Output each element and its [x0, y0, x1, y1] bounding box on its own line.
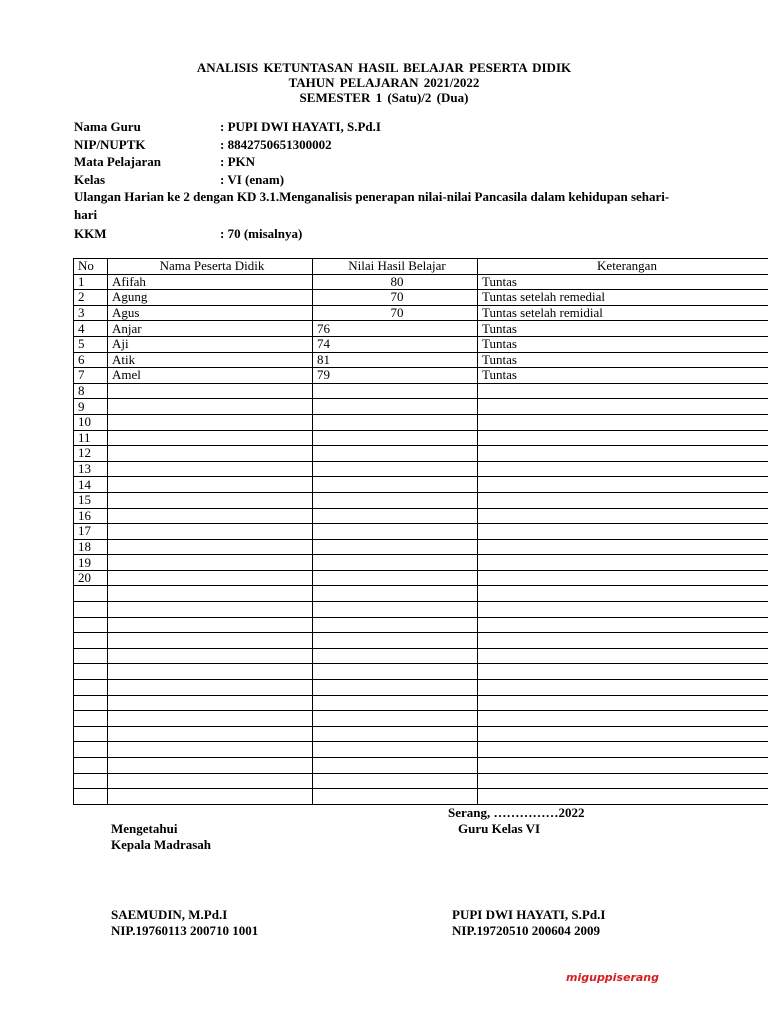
watermark: miguppiserang	[566, 971, 660, 984]
cell-nama	[108, 726, 313, 742]
cell-nama	[108, 633, 313, 649]
nip-row	[74, 136, 674, 154]
cell-nilai	[313, 602, 478, 618]
cell-nilai	[313, 446, 478, 462]
cell-nama: Amel	[108, 368, 313, 384]
cell-keterangan	[478, 664, 768, 680]
cell-nilai	[313, 633, 478, 649]
cell-nilai: 79	[313, 368, 478, 384]
cell-no	[74, 664, 108, 680]
table-row	[74, 305, 768, 321]
table-row	[74, 586, 768, 602]
cell-nama: Agung	[108, 290, 313, 306]
cell-nama	[108, 414, 313, 430]
cell-keterangan	[478, 492, 768, 508]
title-line-2: TAHUN PELAJARAN 2021/2022	[288, 75, 480, 90]
cell-no: 10	[74, 414, 108, 430]
guru-label: Nama Guru	[74, 119, 141, 134]
mapel-row	[74, 153, 674, 171]
table-row	[74, 383, 768, 399]
left-signer-name: SAEMUDIN, M.Pd.I	[111, 907, 228, 922]
cell-keterangan: Tuntas	[478, 321, 768, 337]
table-row	[74, 648, 768, 664]
cell-no: 9	[74, 399, 108, 415]
left-signer-nip: NIP.19760113 200710 1001	[111, 923, 259, 938]
cell-nama	[108, 773, 313, 789]
cell-keterangan	[478, 586, 768, 602]
cell-keterangan	[478, 508, 768, 524]
cell-nilai	[313, 461, 478, 477]
guru-row	[74, 118, 674, 136]
right-signer-nip: NIP.19720510 200604 2009	[452, 923, 600, 938]
table-row	[74, 336, 768, 352]
cell-no: 18	[74, 539, 108, 555]
cell-nama	[108, 789, 313, 805]
table-row	[74, 617, 768, 633]
cell-nilai	[313, 586, 478, 602]
cell-no	[74, 648, 108, 664]
title-line-3: SEMESTER 1 (Satu)/2 (Dua)	[299, 90, 469, 105]
cell-nama	[108, 711, 313, 727]
cell-nilai	[313, 508, 478, 524]
cell-no: 14	[74, 477, 108, 493]
cell-nama	[108, 648, 313, 664]
cell-no: 4	[74, 321, 108, 337]
cell-nilai	[313, 555, 478, 571]
cell-nama	[108, 570, 313, 586]
table-row	[74, 290, 768, 306]
cell-nilai	[313, 430, 478, 446]
cell-no	[74, 695, 108, 711]
cell-nilai	[313, 742, 478, 758]
table-row	[74, 508, 768, 524]
cell-nama	[108, 695, 313, 711]
cell-nilai	[313, 726, 478, 742]
cell-nilai	[313, 383, 478, 399]
table-row	[74, 789, 768, 805]
cell-nama	[108, 461, 313, 477]
cell-keterangan	[478, 430, 768, 446]
table-row	[74, 274, 768, 290]
table-row	[74, 555, 768, 571]
mapel-value: : PKN	[220, 154, 256, 169]
cell-no: 5	[74, 336, 108, 352]
table-row	[74, 477, 768, 493]
cell-no: 16	[74, 508, 108, 524]
table-row	[74, 711, 768, 727]
table-row	[74, 633, 768, 649]
cell-keterangan: Tuntas setelah remedial	[478, 290, 768, 306]
cell-nilai: 80	[313, 274, 478, 290]
cell-no: 20	[74, 570, 108, 586]
cell-nilai	[313, 492, 478, 508]
cell-nilai	[313, 524, 478, 540]
table-row	[74, 492, 768, 508]
guru-value: : PUPI DWI HAYATI, S.Pd.I	[220, 119, 381, 134]
cell-nama: Afifah	[108, 274, 313, 290]
cell-keterangan	[478, 789, 768, 805]
mengetahui-label: Mengetahui	[111, 821, 178, 836]
cell-keterangan	[478, 711, 768, 727]
cell-no	[74, 726, 108, 742]
cell-nama	[108, 617, 313, 633]
table-header-row	[74, 259, 768, 275]
cell-nama	[108, 446, 313, 462]
cell-nilai: 70	[313, 305, 478, 321]
cell-no: 8	[74, 383, 108, 399]
cell-keterangan	[478, 758, 768, 774]
cell-no	[74, 602, 108, 618]
cell-nilai	[313, 399, 478, 415]
cell-nama	[108, 586, 313, 602]
cell-keterangan	[478, 477, 768, 493]
table-row	[74, 773, 768, 789]
cell-no	[74, 789, 108, 805]
cell-no: 3	[74, 305, 108, 321]
table-body	[74, 274, 768, 804]
cell-nilai	[313, 680, 478, 696]
cell-no: 17	[74, 524, 108, 540]
table-row	[74, 664, 768, 680]
right-signer-name: PUPI DWI HAYATI, S.Pd.I	[452, 907, 606, 922]
cell-nama	[108, 664, 313, 680]
cell-keterangan	[478, 648, 768, 664]
cell-nilai	[313, 711, 478, 727]
cell-no	[74, 773, 108, 789]
table-row	[74, 695, 768, 711]
table-row	[74, 430, 768, 446]
cell-keterangan	[478, 461, 768, 477]
cell-nilai: 70	[313, 290, 478, 306]
header-nilai: Nilai Hasil Belajar	[313, 259, 478, 275]
cell-nama	[108, 399, 313, 415]
cell-keterangan	[478, 602, 768, 618]
cell-keterangan: Tuntas	[478, 368, 768, 384]
cell-no	[74, 742, 108, 758]
cell-no: 6	[74, 352, 108, 368]
table-row	[74, 321, 768, 337]
table-row	[74, 352, 768, 368]
table-row	[74, 602, 768, 618]
cell-nilai: 81	[313, 352, 478, 368]
cell-no: 12	[74, 446, 108, 462]
cell-nilai	[313, 758, 478, 774]
cell-nama	[108, 524, 313, 540]
kkm-label: KKM	[74, 226, 107, 241]
nip-value: : 8842750651300002	[220, 136, 332, 152]
table-row	[74, 570, 768, 586]
nip-label: NIP/NUPTK	[74, 136, 146, 152]
cell-keterangan: Tuntas setelah remidial	[478, 305, 768, 321]
table-row	[74, 524, 768, 540]
cell-keterangan	[478, 773, 768, 789]
guru-kelas-label: Guru Kelas VI	[458, 821, 541, 836]
cell-no	[74, 758, 108, 774]
cell-keterangan	[478, 617, 768, 633]
table-row	[74, 726, 768, 742]
cell-keterangan	[478, 726, 768, 742]
cell-nama	[108, 492, 313, 508]
cell-nilai	[313, 539, 478, 555]
cell-no	[74, 617, 108, 633]
cell-nama	[108, 555, 313, 571]
cell-keterangan	[478, 680, 768, 696]
cell-nama	[108, 758, 313, 774]
cell-nilai	[313, 477, 478, 493]
cell-nilai	[313, 617, 478, 633]
cell-no: 11	[74, 430, 108, 446]
cell-no: 2	[74, 290, 108, 306]
cell-keterangan	[478, 570, 768, 586]
kelas-label: Kelas	[74, 171, 106, 187]
cell-keterangan	[478, 633, 768, 649]
header-no: No	[74, 259, 108, 275]
kepala-label: Kepala Madrasah	[111, 837, 212, 852]
cell-nama: Agus	[108, 305, 313, 321]
cell-nama	[108, 430, 313, 446]
cell-nilai: 74	[313, 336, 478, 352]
table-row	[74, 414, 768, 430]
cell-nilai	[313, 789, 478, 805]
cell-keterangan	[478, 695, 768, 711]
cell-no	[74, 680, 108, 696]
cell-nama	[108, 383, 313, 399]
nilai-table	[73, 258, 768, 805]
cell-nama	[108, 539, 313, 555]
table-row	[74, 742, 768, 758]
kkm-value: : 70 (misalnya)	[220, 226, 303, 241]
kkm-row	[74, 225, 674, 243]
document-title	[0, 60, 768, 105]
cell-nama	[108, 742, 313, 758]
ulangan-text: Ulangan Harian ke 2 dengan KD 3.1.Menganalisis penerapan nilai-nilai Pancasila dalam kehidupan sehari-hari	[74, 189, 670, 222]
cell-nama: Aji	[108, 336, 313, 352]
cell-nama	[108, 602, 313, 618]
cell-no: 13	[74, 461, 108, 477]
cell-nilai	[313, 570, 478, 586]
cell-nama	[108, 680, 313, 696]
kelas-row	[74, 171, 674, 189]
cell-keterangan	[478, 742, 768, 758]
title-line-1: ANALISIS KETUNTASAN HASIL BELAJAR PESERTA DIDIK	[196, 60, 572, 75]
header-nama: Nama Peserta Didik	[108, 259, 313, 275]
cell-nama	[108, 508, 313, 524]
table-row	[74, 461, 768, 477]
cell-nama: Atik	[108, 352, 313, 368]
cell-keterangan	[478, 539, 768, 555]
cell-nilai	[313, 414, 478, 430]
table-row	[74, 539, 768, 555]
cell-nilai	[313, 664, 478, 680]
cell-nilai	[313, 773, 478, 789]
cell-nama: Anjar	[108, 321, 313, 337]
cell-keterangan	[478, 555, 768, 571]
info-block	[74, 118, 674, 243]
cell-keterangan	[478, 383, 768, 399]
cell-nilai	[313, 648, 478, 664]
kelas-value: : VI (enam)	[220, 171, 285, 187]
cell-no	[74, 633, 108, 649]
cell-no: 7	[74, 368, 108, 384]
cell-keterangan	[478, 524, 768, 540]
mapel-label: Mata Pelajaran	[74, 154, 162, 169]
cell-keterangan	[478, 414, 768, 430]
table-row	[74, 399, 768, 415]
table-row	[74, 680, 768, 696]
table-row	[74, 446, 768, 462]
cell-keterangan: Tuntas	[478, 274, 768, 290]
cell-no: 15	[74, 492, 108, 508]
cell-keterangan: Tuntas	[478, 336, 768, 352]
cell-no: 19	[74, 555, 108, 571]
cell-keterangan	[478, 446, 768, 462]
cell-nilai	[313, 695, 478, 711]
cell-nama	[108, 477, 313, 493]
table-row	[74, 758, 768, 774]
cell-no: 1	[74, 274, 108, 290]
cell-no	[74, 586, 108, 602]
header-keterangan: Keterangan	[478, 259, 768, 275]
table-row	[74, 368, 768, 384]
place-date: Serang, ……………2022	[448, 805, 585, 820]
cell-keterangan: Tuntas	[478, 352, 768, 368]
cell-keterangan	[478, 399, 768, 415]
cell-nilai: 76	[313, 321, 478, 337]
cell-no	[74, 711, 108, 727]
